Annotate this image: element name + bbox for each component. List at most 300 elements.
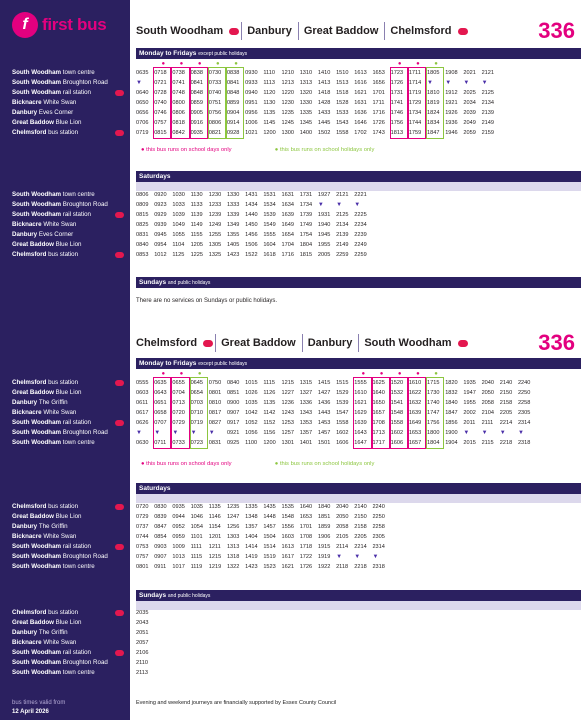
divider — [302, 334, 303, 352]
marker-spacer — [263, 370, 281, 378]
departure-time: 1349 — [226, 222, 240, 228]
departure-time: 1621 — [354, 400, 367, 406]
divider — [241, 22, 242, 40]
departure-time: 1832 — [445, 390, 458, 396]
departure-time: 1701 — [372, 90, 385, 96]
departure-time: 2318 — [517, 440, 531, 446]
stop-label — [12, 608, 128, 618]
departure-time: 1715 — [427, 380, 440, 386]
stop-label — [12, 250, 128, 260]
school-days-dot-icon: ● — [161, 371, 166, 377]
departure-time: 0907 — [154, 554, 167, 560]
departure-time: 1200 — [263, 130, 276, 136]
band-subtitle: and public holidays — [167, 593, 211, 599]
departure-time: 0810 — [208, 400, 222, 406]
stop-detail: rail station — [62, 649, 91, 656]
stop-name: Great Baddow — [12, 119, 56, 126]
departure-time: 1711 — [372, 100, 385, 106]
departure-time: 1815 — [299, 252, 313, 258]
does-not-stop-icon: ▼ — [481, 430, 488, 436]
stop-detail: Blue Lion — [55, 119, 82, 126]
pink-dot-icon: ● — [141, 461, 145, 467]
departure-time: 2240 — [372, 504, 385, 510]
journey-outline — [171, 377, 189, 449]
stop-name: South Woodham — [12, 211, 63, 218]
first-bus-logo-icon: f — [12, 12, 38, 38]
does-not-stop-icon: ▼ — [354, 554, 361, 560]
stop-label — [12, 378, 128, 388]
stop-detail: rail station — [62, 419, 91, 426]
departure-time: 1443 — [317, 410, 331, 416]
departure-time: 1819 — [427, 100, 440, 106]
marker-spacer — [263, 60, 281, 68]
marker-spacer — [445, 370, 463, 378]
departure-time: 2149 — [481, 120, 495, 126]
departure-time: 1410 — [317, 70, 331, 76]
departure-time: 1731 — [390, 90, 404, 96]
rail-icon — [115, 90, 124, 96]
does-not-stop-icon: ▼ — [372, 554, 379, 560]
departure-time: 2058 — [336, 524, 349, 530]
timetable-row — [136, 668, 154, 678]
departure-time: 1604 — [263, 242, 276, 248]
departure-time: 1740 — [427, 400, 440, 406]
marker-spacer — [500, 60, 518, 68]
departure-time: 0746 — [154, 110, 167, 116]
marker-spacer — [300, 370, 318, 378]
marker-spacer — [463, 60, 481, 68]
departure-time: 1743 — [372, 130, 385, 136]
departure-time: 1111 — [190, 544, 202, 550]
stop-detail: White Swan — [43, 221, 77, 228]
departure-time: 1310 — [299, 70, 313, 76]
departure-time: 1847 — [445, 410, 458, 416]
departure-time: 0848 — [190, 90, 204, 96]
departure-time: 1435 — [263, 504, 276, 510]
departure-time: 1800 — [427, 430, 440, 436]
departure-time: 1539 — [263, 212, 276, 218]
departure-time: 1646 — [354, 120, 367, 126]
inbound-sunday-band — [136, 590, 581, 601]
timetable-row — [136, 240, 372, 250]
departure-time: 1453 — [317, 420, 331, 426]
departure-time: 1631 — [354, 100, 367, 106]
departure-time: 0854 — [154, 534, 167, 540]
departure-time: 2140 — [499, 380, 513, 386]
funding-note: Evening and weekend journeys are financially supported by Essex County Council — [136, 700, 337, 706]
departure-time: 1649 — [408, 420, 422, 426]
stop-label — [12, 68, 128, 78]
logo-text: first bus — [42, 15, 107, 34]
departure-time: 2139 — [336, 232, 349, 238]
departure-time: 0635 — [154, 380, 167, 386]
departure-time: 1726 — [390, 80, 404, 86]
departure-time: 2159 — [481, 130, 495, 136]
departure-time: 1556 — [281, 524, 294, 530]
departure-time: 2051 — [136, 630, 149, 636]
departure-time: 1431 — [245, 192, 258, 198]
stop-label — [12, 542, 128, 552]
departure-time: 1532 — [390, 390, 404, 396]
departure-time: 1555 — [263, 232, 276, 238]
departure-time: 2214 — [499, 420, 513, 426]
departure-time: 2058 — [481, 400, 495, 406]
band-shade — [136, 601, 581, 610]
stop-name: Bicknacre — [12, 409, 44, 416]
stop-name: Danbury — [12, 231, 39, 238]
sidebar — [0, 0, 130, 720]
departure-time: 2057 — [136, 640, 149, 646]
departure-time: 0626 — [136, 420, 149, 426]
inbound-weekday-band — [136, 358, 581, 369]
departure-time: 1639 — [408, 410, 422, 416]
marker-spacer — [318, 370, 336, 378]
departure-time: 1039 — [172, 212, 185, 218]
stop-detail: White Swan — [43, 639, 77, 646]
departure-time: 1046 — [190, 514, 204, 520]
stop-detail: town centre — [62, 669, 95, 676]
outbound-legend — [141, 147, 374, 153]
header-stop: Chelmsford — [136, 337, 198, 349]
departure-time: 0721 — [154, 80, 167, 86]
departure-time: 1653 — [299, 514, 313, 520]
departure-time: 0815 — [136, 212, 149, 218]
divider — [358, 334, 359, 352]
departure-time: 0748 — [172, 90, 185, 96]
stop-detail: bus station — [48, 609, 79, 616]
does-not-stop-icon: ▼ — [481, 80, 488, 86]
marker-spacer — [354, 60, 372, 68]
departure-time: 0750 — [208, 380, 222, 386]
stop-detail: rail station — [62, 543, 91, 550]
school-days-dot-icon: ● — [379, 371, 384, 377]
departure-time: 0840 — [136, 242, 149, 248]
stop-label — [12, 408, 128, 418]
marker-spacer — [482, 60, 500, 68]
marker-spacer — [372, 60, 390, 68]
departure-time: 1434 — [245, 202, 258, 208]
journey-outline — [408, 377, 426, 449]
departure-time: 1625 — [372, 380, 385, 386]
departure-time: 0719 — [136, 130, 149, 136]
stop-detail: town centre — [62, 563, 95, 570]
timetable-row — [136, 532, 391, 542]
departure-time: 0831 — [208, 440, 222, 446]
departure-time: 1558 — [390, 420, 404, 426]
departure-time: 1616 — [354, 80, 367, 86]
departure-time: 1805 — [427, 70, 440, 76]
departure-time: 1621 — [281, 564, 294, 570]
header-stop: South Woodham — [364, 337, 452, 349]
header-stop: Danbury — [247, 25, 292, 37]
departure-time: 2140 — [354, 504, 367, 510]
departure-time: 1330 — [226, 192, 240, 198]
marker-spacer — [336, 60, 354, 68]
departure-time: 0930 — [245, 70, 258, 76]
header-stop: Great Baddow — [221, 337, 296, 349]
departure-time: 2118 — [336, 564, 349, 570]
departure-time: 0952 — [172, 524, 185, 530]
departure-time: 1009 — [172, 544, 185, 550]
departure-time: 0939 — [154, 222, 167, 228]
departure-time: 1610 — [408, 380, 422, 386]
stop-name: Great Baddow — [12, 513, 56, 520]
departure-time: 1220 — [281, 90, 294, 96]
departure-time: 1906 — [317, 534, 331, 540]
departure-time: 2105 — [336, 534, 349, 540]
stop-label — [12, 502, 128, 512]
departure-time: 2225 — [354, 212, 367, 218]
departure-time: 1235 — [226, 504, 240, 510]
inbound-sunday-grid — [136, 608, 154, 678]
stop-name: Danbury — [12, 399, 39, 406]
departure-time: 2158 — [499, 400, 513, 406]
does-not-stop-icon: ▼ — [463, 80, 470, 86]
departure-time: 1955 — [463, 400, 476, 406]
departure-time: 1146 — [208, 514, 221, 520]
departure-time: 1156 — [263, 430, 276, 436]
departure-time: 2305 — [372, 534, 385, 540]
departure-time: 1946 — [445, 130, 458, 136]
stop-label — [12, 78, 128, 88]
departure-time: 0718 — [154, 70, 167, 76]
departure-time: 1457 — [317, 430, 331, 436]
divider — [298, 22, 299, 40]
departure-time: 0838 — [226, 70, 240, 76]
departure-time: 1450 — [245, 222, 258, 228]
departure-time: 1130 — [190, 192, 203, 198]
school-holidays-dot-icon: ● — [434, 61, 438, 67]
departure-time: 0917 — [226, 420, 240, 426]
departure-time: 1400 — [299, 130, 313, 136]
departure-time: 0617 — [136, 410, 149, 416]
does-not-stop-icon: ▼ — [427, 80, 433, 86]
timetable-row — [136, 608, 154, 618]
departure-time: 0859 — [226, 100, 240, 106]
departure-time: 2249 — [354, 242, 367, 248]
departure-time: 0921 — [226, 430, 240, 436]
departure-time: 1335 — [245, 504, 258, 510]
departure-time: 0935 — [172, 504, 185, 510]
stop-label — [12, 668, 128, 678]
band-title: Monday to Fridays — [139, 50, 197, 57]
departure-time: 1239 — [208, 212, 222, 218]
departure-time: 1759 — [408, 130, 422, 136]
departure-time: 1549 — [263, 222, 276, 228]
rail-icon — [115, 252, 124, 258]
departure-time: 0704 — [172, 390, 185, 396]
departure-time: 0707 — [154, 420, 167, 426]
departure-time: 2111 — [481, 420, 494, 426]
departure-time: 1515 — [336, 380, 349, 386]
departure-time: 1225 — [190, 252, 204, 258]
timetable-row — [136, 658, 154, 668]
departure-time: 2214 — [354, 544, 367, 550]
departure-time: 2050 — [481, 390, 495, 396]
departure-time: 1820 — [445, 380, 458, 386]
stop-label — [12, 88, 128, 98]
stop-detail: White Swan — [43, 409, 77, 416]
departure-time: 1900 — [445, 430, 458, 436]
legend-school-days: this bus runs on school days only — [146, 461, 232, 467]
departure-time: 1215 — [208, 554, 222, 560]
stop-label — [12, 658, 128, 668]
departure-time: 1313 — [299, 80, 313, 86]
departure-time: 0603 — [136, 390, 149, 396]
stop-detail: bus station — [48, 503, 79, 510]
departure-time: 1357 — [299, 430, 313, 436]
does-not-stop-icon: ▼ — [136, 80, 142, 86]
stop-detail: Eves Corner — [38, 109, 74, 116]
departure-time: 1322 — [226, 564, 240, 570]
departure-time: 0821 — [208, 130, 222, 136]
departure-time: 1723 — [390, 70, 404, 76]
departure-time: 2025 — [463, 90, 476, 96]
stop-label — [12, 418, 128, 428]
departure-time: 1555 — [354, 380, 367, 386]
departure-time: 0720 — [136, 504, 149, 510]
does-not-stop-icon: ▼ — [190, 430, 197, 436]
departure-time: 1249 — [208, 222, 222, 228]
departure-time: 1104 — [172, 242, 185, 248]
departure-time: 1301 — [281, 440, 294, 446]
divider — [215, 334, 216, 352]
departure-time: 0903 — [154, 544, 167, 550]
departure-time: 0830 — [154, 504, 167, 510]
departure-time: 1233 — [208, 202, 222, 208]
departure-time: 0733 — [172, 440, 185, 446]
departure-time: 1649 — [281, 222, 294, 228]
departure-time: 2240 — [517, 380, 531, 386]
stop-detail: bus station — [48, 251, 79, 258]
departure-time: 1423 — [226, 252, 240, 258]
stop-detail: Broughton Road — [62, 201, 108, 208]
departure-time: 1236 — [281, 400, 294, 406]
stop-label — [12, 648, 128, 658]
departure-time: 1734 — [299, 202, 313, 208]
departure-time: 1230 — [208, 192, 222, 198]
does-not-stop-icon: ▼ — [208, 430, 215, 436]
school-days-dot-icon: ● — [179, 371, 184, 377]
departure-time: 1921 — [445, 100, 458, 106]
departure-time: 1313 — [226, 544, 240, 550]
departure-time: 2150 — [354, 514, 367, 520]
departure-time: 1213 — [281, 80, 294, 86]
stop-name: South Woodham — [12, 439, 63, 446]
first-bus-logo[interactable] — [12, 12, 106, 38]
departure-time: 1804 — [427, 440, 440, 446]
departure-time: 1026 — [245, 390, 258, 396]
departure-time: 1021 — [245, 130, 258, 136]
departure-time: 1052 — [245, 420, 258, 426]
departure-time: 1722 — [299, 554, 313, 560]
departure-time: 1813 — [390, 130, 404, 136]
departure-time: 1433 — [317, 110, 331, 116]
departure-time: 1726 — [372, 120, 385, 126]
marker-spacer — [282, 370, 300, 378]
departure-time: 1741 — [390, 100, 404, 106]
does-not-stop-icon: ▼ — [445, 80, 452, 86]
departure-time: 0801 — [136, 564, 149, 570]
departure-time: 1017 — [172, 564, 185, 570]
rail-icon — [115, 504, 124, 510]
outbound-saturday-grid — [136, 190, 372, 260]
departure-time: 1711 — [408, 70, 421, 76]
marker-spacer — [136, 60, 154, 68]
school-days-dot-icon: ● — [397, 61, 402, 67]
departure-time: 1457 — [263, 524, 276, 530]
departure-time: 0730 — [208, 70, 222, 76]
departure-time: 0650 — [136, 100, 149, 106]
departure-time: 1155 — [190, 232, 203, 238]
departure-time: 1113 — [263, 80, 275, 86]
departure-time: 1847 — [427, 130, 440, 136]
stop-name: Chelmsford — [12, 379, 49, 386]
stop-name: South Woodham — [12, 659, 63, 666]
school-holidays-dot-icon: ● — [216, 61, 220, 67]
departure-time: 1305 — [208, 242, 222, 248]
marker-spacer — [245, 370, 263, 378]
departure-time: 1427 — [317, 390, 331, 396]
stop-name: South Woodham — [12, 69, 63, 76]
departure-time: 1618 — [263, 252, 276, 258]
departure-time: 1035 — [245, 400, 258, 406]
departure-time: 1523 — [263, 564, 276, 570]
band-title: Sundays — [139, 279, 167, 286]
divider — [384, 22, 385, 40]
journey-outline — [390, 377, 408, 449]
no-sunday-service-note: There are no services on Sundays or public holidays. — [136, 298, 278, 304]
departure-time: 1230 — [281, 100, 294, 106]
departure-time: 1547 — [336, 410, 349, 416]
departure-time: 1904 — [445, 440, 458, 446]
departure-time: 1327 — [299, 390, 313, 396]
departure-time: 2104 — [481, 410, 495, 416]
departure-time: 0800 — [172, 100, 185, 106]
band-subtitle: except public holidays — [198, 51, 248, 57]
timetable-row — [136, 190, 372, 200]
departure-time: 1621 — [354, 90, 367, 96]
departure-time: 0945 — [154, 232, 167, 238]
departure-time: 1653 — [372, 70, 385, 76]
departure-time: 0825 — [136, 222, 149, 228]
departure-time: 1945 — [317, 232, 331, 238]
inbound-saturday-grid — [136, 502, 391, 572]
school-days-dot-icon: ● — [361, 371, 366, 377]
departure-time: 1539 — [336, 400, 349, 406]
departure-time: 1428 — [317, 100, 331, 106]
departure-time: 1756 — [390, 120, 404, 126]
departure-time: 1126 — [263, 390, 276, 396]
journey-outline — [426, 67, 444, 139]
departure-time: 2015 — [463, 440, 476, 446]
departure-time: 0757 — [154, 120, 167, 126]
departure-time: 2110 — [136, 660, 149, 666]
departure-time: 2049 — [463, 120, 476, 126]
departure-time: 1253 — [281, 420, 294, 426]
stop-detail: Broughton Road — [62, 553, 108, 560]
departure-time: 1653 — [408, 430, 422, 436]
stop-label — [12, 562, 128, 572]
route-number: 336 — [538, 330, 575, 355]
departure-time: 1510 — [336, 70, 349, 76]
departure-time: 1401 — [299, 440, 313, 446]
departure-time: 1535 — [281, 504, 294, 510]
departure-time: 1506 — [245, 242, 258, 248]
departure-time: 1405 — [226, 242, 240, 248]
departure-time: 1657 — [372, 410, 385, 416]
departure-time: 0801 — [208, 390, 222, 396]
